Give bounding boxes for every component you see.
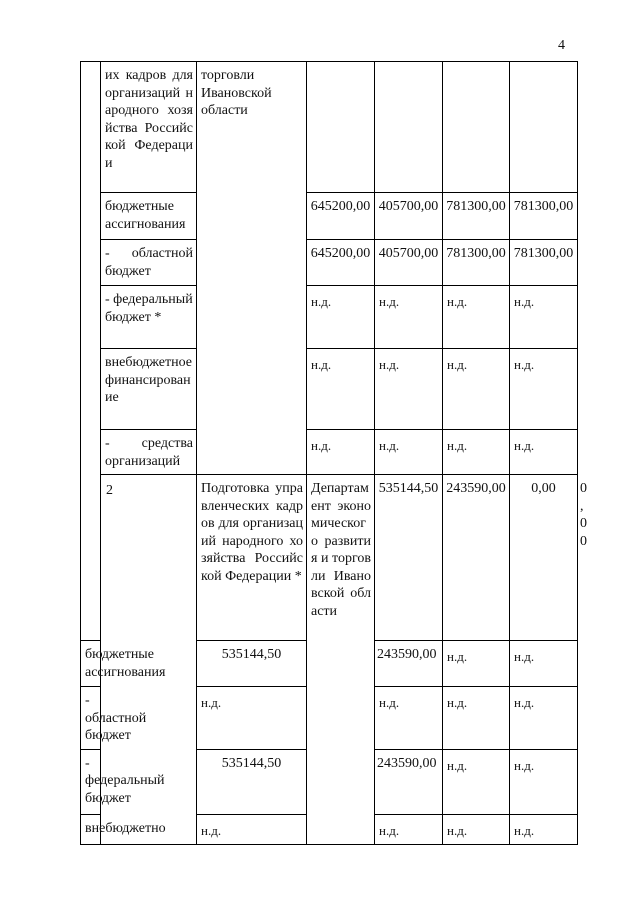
value-cell: 535144,50 [197,641,307,687]
value-cell: 645200,00 [307,193,375,240]
value-cell [510,62,578,193]
value-cell: н.д. [443,349,510,430]
row-label: внебюджетное финансирование [101,349,197,430]
value-cell: н.д. [375,286,443,349]
row-label: - областной бюджет [101,240,197,286]
page-number: 4 [558,38,565,53]
row-label: - областной бюджет [81,687,101,750]
value-cell: н.д. [443,286,510,349]
table-row [81,286,578,349]
row-label: - федеральный бюджет * [101,286,197,349]
value-cell: 781300,00 [443,240,510,286]
table-row: 2 Подготовка управленческих кадров для организаций народного хозяйства Российской Федерации * Департамент экономического развития и торговли Ивановской области 535144,50 243590,00 0,00 0,00 [81,475,578,641]
row-label: - федеральный бюджет [81,749,101,814]
value-cell: н.д. [443,641,510,687]
value-cell: 781300,00 [443,193,510,240]
value-cell: н.д. [375,687,443,750]
value-cell [375,62,443,193]
value-cell [443,62,510,193]
value-cell: 243590,00 [375,641,443,687]
value-cell: н.д. [375,430,443,475]
value-cell: н.д. [197,814,307,844]
value-cell: 405700,00 [375,193,443,240]
executor-cell: Департамент экономического развития и торговли Ивановской области [307,475,375,845]
value-cell: н.д. [510,749,578,814]
value-cell: н.д. [510,814,578,844]
value-cell: 405700,00 [375,240,443,286]
budget-table [80,61,587,845]
value-cell: 535144,50 [197,749,307,814]
value-cell: н.д. [307,430,375,475]
value-cell: н.д. [443,687,510,750]
value-cell: н.д. [375,349,443,430]
value-cell: н.д. [307,286,375,349]
value-cell: н.д. [443,430,510,475]
value-cell: н.д. [510,687,578,750]
value-cell: н.д. [510,641,578,687]
value-cell: н.д. [510,430,578,475]
row-label: бюджетные ассигнования [81,641,101,687]
value-cell: н.д. [375,814,443,844]
value-cell: 781300,00 [510,193,578,240]
table-row [81,62,578,193]
value-cell: 243590,00 [443,475,510,641]
row-label: внебюджетно [81,814,101,844]
measure-name-cell: Подготовка управленческих кадров для организаций народного хозяйства Российской Федерации * [197,475,307,641]
value-cell: н.д. [510,286,578,349]
row-label: - средства организаций [101,430,197,475]
table-row [81,349,578,430]
value-cell: 645200,00 [307,240,375,286]
table-row [81,240,578,286]
row-number-cell: 2 [101,475,197,845]
value-cell: н.д. [443,749,510,814]
value-cell: 535144,50 [375,475,443,641]
value-cell: н.д. [197,687,307,750]
value-cell: н.д. [510,349,578,430]
measure-name-cell: их кадров для организаций народного хозяйства Российской Федерации [101,62,197,193]
value-cell: н.д. [307,349,375,430]
row-label: бюджетные ассигнования [101,193,197,240]
value-cell: 0,00 [510,475,578,641]
table-row [81,193,578,240]
row-number-cell [81,62,101,641]
value-cell: 781300,00 [510,240,578,286]
value-cell [307,62,375,193]
value-cell: 243590,00 [375,749,443,814]
value-cell: н.д. [443,814,510,844]
table-row [81,430,578,475]
executor-cell: торговли Ивановской области [197,62,307,475]
